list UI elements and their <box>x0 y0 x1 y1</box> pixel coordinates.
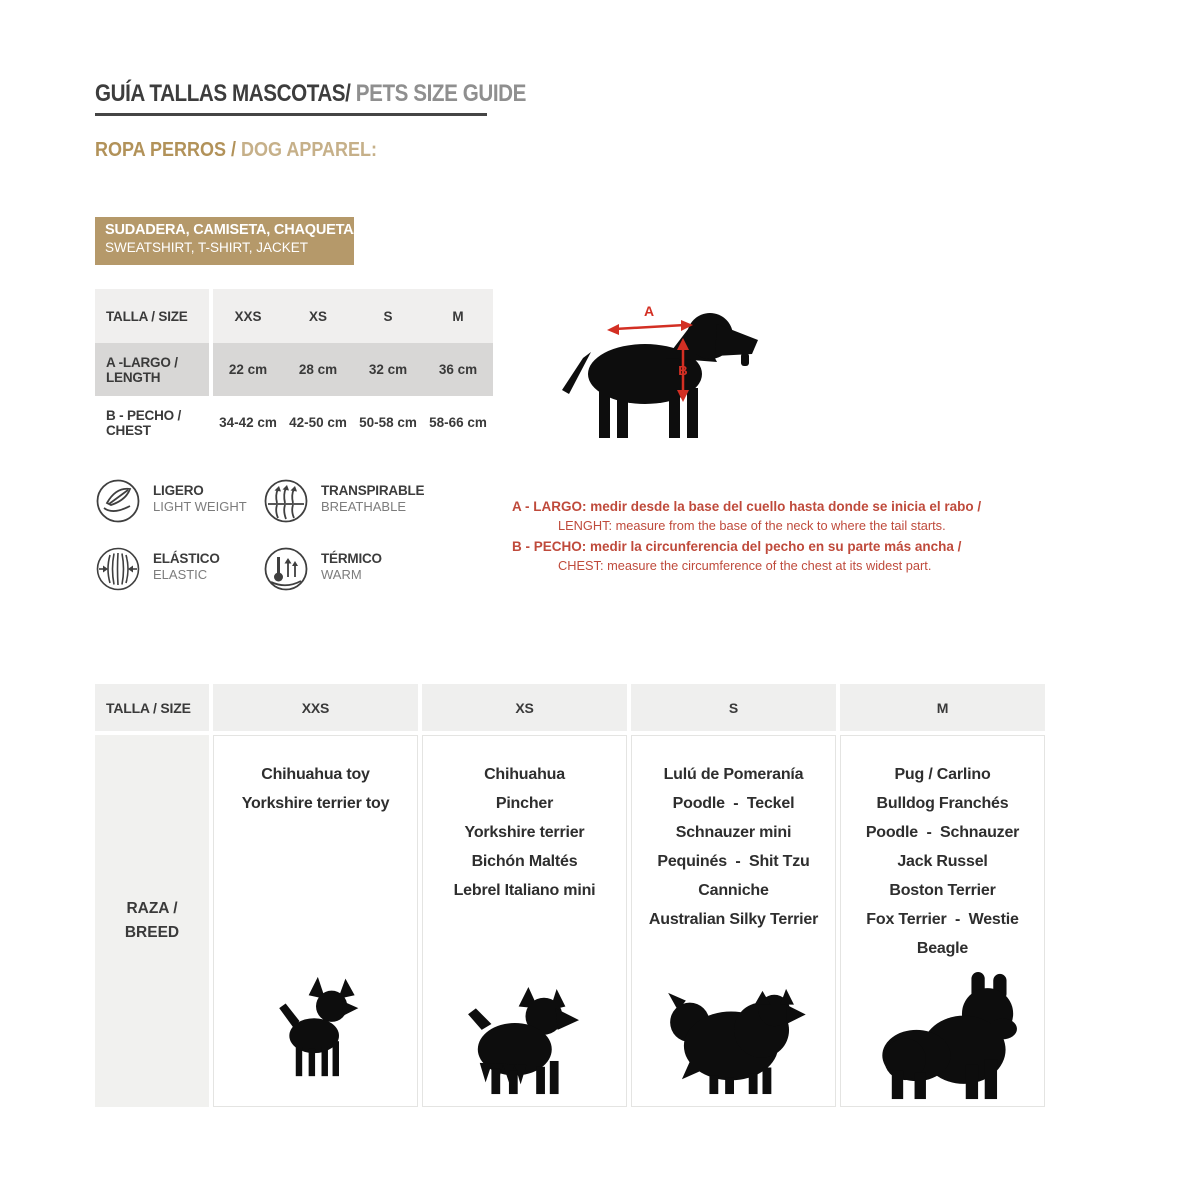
breed-row-label-es: RAZA / <box>126 899 178 917</box>
breed-item: Yorkshire terrier <box>464 824 585 841</box>
feature-breathable <box>263 478 424 524</box>
page-title <box>95 80 526 108</box>
feature-badges <box>95 478 495 618</box>
breed-table-body <box>95 735 1045 1107</box>
breed-item: Bulldog Franchés <box>876 795 1009 812</box>
breed-row-label <box>95 735 209 1107</box>
size-col-xs: XS <box>308 308 327 324</box>
elastic-arrows-icon <box>95 546 141 592</box>
feature-lightweight <box>95 478 247 524</box>
breed-item: Poodle - Teckel <box>672 795 795 812</box>
breed-cell-s <box>631 735 836 1107</box>
chest-m: 58-66 cm <box>429 415 487 430</box>
feature-name-es: ELÁSTICO <box>153 551 220 566</box>
note-b-es: B - PECHO: medir la circunferencia del pecho en su parte más ancha / <box>512 539 962 554</box>
feature-elastic <box>95 546 220 592</box>
breed-item: Boston Terrier <box>889 882 996 899</box>
breed-item: Chihuahua toy <box>261 766 370 783</box>
thermometer-icon <box>263 546 309 592</box>
feature-name-es: TRANSPIRABLE <box>321 483 425 498</box>
size-col-xxs: XXS <box>234 308 262 324</box>
breed-cell-xs <box>422 735 627 1107</box>
breed-header-xs: XS <box>422 684 627 731</box>
size-table-header-label: TALLA / SIZE <box>95 289 209 343</box>
subtitle-en: DOG APPAREL: <box>236 139 378 161</box>
length-row-label: A -LARGO / LENGTH <box>95 343 209 396</box>
breed-item: Yorkshire terrier toy <box>241 795 390 812</box>
breed-item: Pequinés - Shit Tzu <box>657 853 810 870</box>
chest-row-label: B - PECHO / CHEST <box>106 407 182 438</box>
pomeranian-silhouette-icon <box>660 983 808 1096</box>
breed-list-m <box>866 760 1019 963</box>
length-xxs: 22 cm <box>228 362 268 377</box>
note-a-es: A - LARGO: medir desde la base del cuello hasta donde se inicia el rabo / <box>512 499 982 514</box>
breed-list-xs <box>454 760 596 905</box>
product-banner <box>95 217 358 265</box>
yorkshire-silhouette-icon <box>464 987 586 1096</box>
feather-hand-icon <box>95 478 141 524</box>
feature-name-en: BREATHABLE <box>321 499 407 514</box>
breed-table-header-row <box>95 684 1045 731</box>
breed-cell-xxs <box>213 735 418 1107</box>
breed-list-xxs <box>242 760 390 818</box>
size-table <box>95 289 493 449</box>
size-table-chest-row <box>95 396 493 449</box>
feature-name-en: ELASTIC <box>153 567 208 582</box>
breed-item: Bichón Maltés <box>471 853 578 870</box>
length-s: 32 cm <box>368 362 408 377</box>
subtitle-es: ROPA PERROS / <box>95 139 237 161</box>
breed-table <box>95 684 1045 1107</box>
chest-s: 50-58 cm <box>359 415 417 430</box>
breed-header-s: S <box>631 684 836 731</box>
page-title-es: GUÍA TALLAS MASCOTAS/ <box>95 80 351 107</box>
chest-xs: 42-50 cm <box>289 415 347 430</box>
feature-warm <box>263 546 382 592</box>
breed-header-m: M <box>840 684 1045 731</box>
feature-name-es: LIGERO <box>153 483 204 498</box>
labrador-silhouette-icon <box>553 296 768 446</box>
title-underline <box>95 113 487 116</box>
breed-item: Beagle <box>916 940 969 957</box>
measuring-notes <box>512 499 1002 579</box>
arrow-label-a: A <box>643 303 655 319</box>
page-title-en: PETS SIZE GUIDE <box>350 80 526 107</box>
chihuahua-silhouette-icon <box>270 975 362 1078</box>
feature-name-en: LIGHT WEIGHT <box>153 499 247 514</box>
breed-item: Lebrel Italiano mini <box>453 882 596 899</box>
french-bulldog-silhouette-icon <box>867 972 1019 1100</box>
breed-item: Schnauzer mini <box>675 824 792 841</box>
breed-item: Poodle - Schnauzer <box>865 824 1020 841</box>
breed-item: Pug / Carlino <box>894 766 991 783</box>
size-col-m: M <box>452 308 464 324</box>
breed-list-s <box>649 760 818 934</box>
measuring-diagram <box>553 296 768 446</box>
size-col-s: S <box>383 308 393 324</box>
breed-item: Fox Terrier - Westie <box>866 911 1019 928</box>
length-m: 36 cm <box>438 362 478 377</box>
banner-line-en: SWEATSHIRT, T-SHIRT, JACKET <box>105 240 309 255</box>
breed-header-label: TALLA / SIZE <box>95 684 209 731</box>
chest-xxs: 34-42 cm <box>219 415 277 430</box>
feature-name-es: TÉRMICO <box>321 551 382 566</box>
arrow-label-b: B <box>678 363 688 378</box>
breed-item: Australian Silky Terrier <box>648 911 819 928</box>
breed-item: Jack Russel <box>897 853 988 870</box>
note-a-en: LENGHT: measure from the base of the neck to where the tail starts. <box>558 518 946 533</box>
breed-cell-m <box>840 735 1045 1107</box>
breed-item: Canniche <box>698 882 769 899</box>
breathable-fabric-icon <box>263 478 309 524</box>
length-xs: 28 cm <box>298 362 338 377</box>
banner-line-es: SUDADERA, CAMISETA, CHAQUETA/ <box>105 222 358 238</box>
size-table-length-row <box>95 343 493 396</box>
note-b-en: CHEST: measure the circumference of the chest at its widest part. <box>558 558 932 573</box>
breed-item: Chihuahua <box>484 766 565 783</box>
section-subtitle <box>95 139 377 162</box>
breed-item: Pincher <box>495 795 554 812</box>
size-table-header-row <box>95 289 493 343</box>
breed-item: Lulú de Pomeranía <box>663 766 804 783</box>
breed-header-xxs: XXS <box>213 684 418 731</box>
feature-name-en: WARM <box>321 567 362 582</box>
breed-row-label-en: BREED <box>124 924 180 941</box>
